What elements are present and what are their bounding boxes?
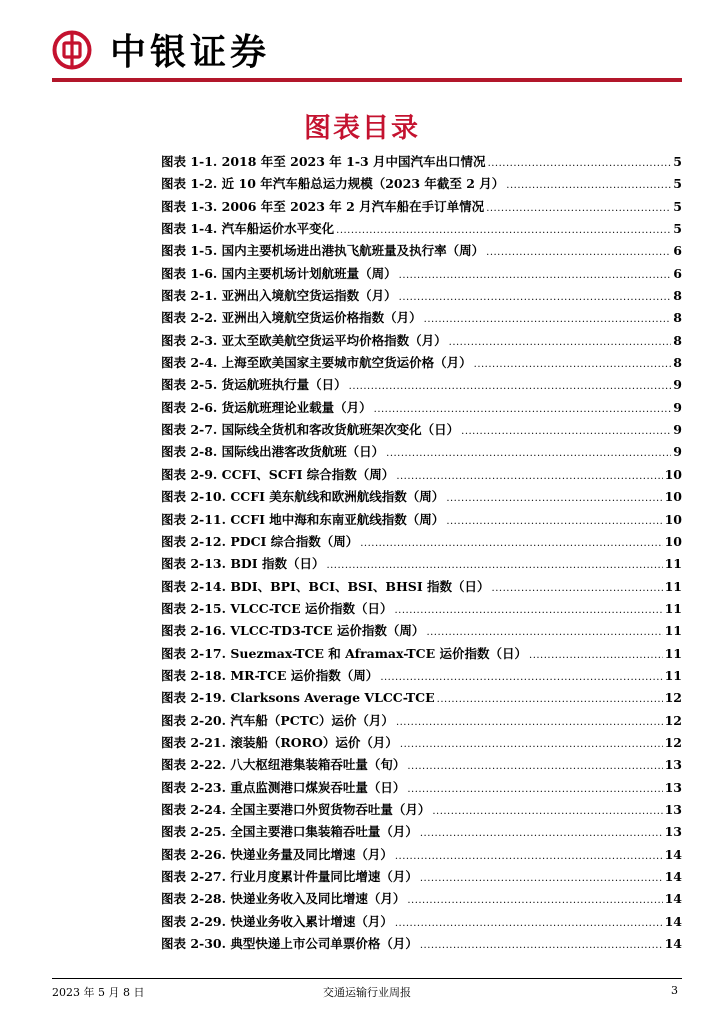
toc-entry[interactable]	[161, 465, 682, 487]
toc-entry-label: 图表 2-17. Suezmax-TCE 和 Aframax-TCE 运价指数（日）	[161, 645, 528, 661]
toc-entry-label: 图表 2-14. BDI、BPI、BCI、BSI、BHSI 指数（日）	[161, 578, 490, 594]
toc-leader-dots	[380, 672, 662, 683]
toc-leader-dots	[396, 717, 663, 728]
toc-entry-label: 图表 2-1. 亚洲出入境航空货运指数（月）	[161, 288, 397, 304]
toc-entry-page: 8	[673, 288, 682, 304]
toc-leader-dots	[420, 873, 663, 884]
toc-entry-label: 图表 2-27. 行业月度累计件量同比增速（月）	[161, 869, 418, 884]
toc-entry-page: 14	[664, 891, 682, 907]
toc-leader-dots	[326, 560, 662, 571]
toc-entry[interactable]	[161, 889, 682, 911]
toc-entry[interactable]	[161, 286, 682, 308]
toc-entry-page: 12	[664, 712, 682, 728]
toc-entry-label: 图表 2-16. VLCC-TD3-TCE 运价指数（周）	[161, 623, 425, 639]
toc-entry-label: 图表 2-4. 上海至欧美国家主要城市航空货运价格（月）	[161, 355, 472, 371]
toc-entry-label: 图表 1-1. 2018 年至 2023 年 1-3 月中国汽车出口情况	[161, 154, 486, 169]
toc-entry-page: 10	[664, 533, 682, 549]
toc-entry[interactable]	[161, 308, 682, 330]
toc-entry-page: 9	[673, 377, 682, 393]
toc-leader-dots	[407, 761, 662, 772]
toc-entry-page: 14	[664, 846, 682, 862]
toc-entry-label: 图表 1-2. 近 10 年汽车船总运力规模（2023 年截至 2 月）	[161, 176, 505, 192]
toc-entry-label: 图表 2-26. 快递业务量及同比增速（月）	[161, 846, 393, 862]
toc-entry[interactable]	[161, 934, 682, 956]
toc-entry-label: 图表 2-7. 国际线全货机和客改货航班架次变化（日）	[161, 422, 460, 438]
toc-leader-dots	[461, 426, 671, 437]
toc-entry-label: 图表 2-13. BDI 指数（日）	[161, 556, 325, 572]
toc-entry[interactable]	[161, 577, 682, 599]
toc-entry-page: 13	[664, 757, 682, 773]
toc-entry-label: 图表 2-12. PDCI 综合指数（周）	[161, 533, 359, 549]
toc-entry-label: 图表 2-3. 亚太至欧美航空货运平均价格指数（月）	[161, 332, 447, 348]
toc-leader-dots	[386, 448, 671, 459]
toc-leader-dots	[446, 516, 662, 527]
toc-entry[interactable]	[161, 822, 682, 844]
toc-entry-page: 5	[673, 198, 682, 214]
toc-leader-dots	[394, 605, 662, 616]
toc-entry-label: 图表 2-24. 全国主要港口外贸货物吞吐量（月）	[161, 801, 431, 817]
toc-leader-dots	[420, 940, 663, 951]
toc-entry[interactable]	[161, 711, 682, 733]
toc-leader-dots	[407, 784, 662, 795]
toc-entry[interactable]	[161, 219, 682, 241]
table-of-figures	[161, 152, 682, 956]
toc-leader-dots	[360, 538, 662, 549]
toc-entry-label: 图表 2-19. Clarksons Average VLCC-TCE	[161, 690, 435, 706]
toc-leader-dots	[396, 471, 662, 482]
toc-entry[interactable]	[161, 599, 682, 621]
toc-leader-dots	[529, 650, 663, 661]
toc-entry-page: 11	[664, 600, 682, 616]
page-footer	[52, 984, 682, 1000]
toc-leader-dots	[349, 381, 672, 392]
toc-entry-label: 图表 1-3. 2006 年至 2023 年 2 月汽车船在手订单情况	[161, 198, 485, 214]
toc-entry[interactable]	[161, 755, 682, 777]
toc-entry[interactable]	[161, 375, 682, 397]
toc-entry-label: 图表 2-30. 典型快递上市公司单票价格（月）	[161, 936, 418, 952]
toc-leader-dots	[488, 158, 672, 169]
toc-leader-dots	[399, 292, 672, 303]
toc-entry[interactable]	[161, 241, 682, 263]
toc-entry-label: 图表 2-9. CCFI、SCFI 综合指数（周）	[161, 466, 395, 482]
footer-report-type: 交通运输行业周报	[323, 986, 411, 999]
toc-leader-dots	[424, 314, 672, 325]
toc-leader-dots	[395, 918, 663, 929]
toc-entry-page: 14	[664, 936, 682, 952]
toc-entry[interactable]	[161, 621, 682, 643]
toc-leader-dots	[486, 247, 671, 258]
toc-entry[interactable]	[161, 800, 682, 822]
toc-entry-page: 13	[664, 824, 682, 840]
header-divider	[52, 78, 682, 82]
toc-entry[interactable]	[161, 845, 682, 867]
footer-date: 2023 年 5 月 8 日	[52, 986, 145, 999]
toc-entry-label: 图表 2-15. VLCC-TCE 运价指数（日）	[161, 600, 393, 616]
toc-entry-page: 9	[673, 399, 682, 415]
toc-entry-page: 11	[664, 623, 682, 639]
toc-entry-label: 图表 2-8. 国际线出港客改货航班（日）	[161, 444, 385, 460]
toc-entry-page: 5	[673, 221, 682, 237]
toc-entry-page: 12	[664, 734, 682, 750]
toc-entry-page: 11	[664, 645, 682, 661]
toc-entry[interactable]	[161, 398, 682, 420]
toc-entry-label: 图表 2-23. 重点监测港口煤炭吞吐量（日）	[161, 779, 406, 795]
toc-entry[interactable]	[161, 532, 682, 554]
toc-entry[interactable]	[161, 442, 682, 464]
toc-entry[interactable]	[161, 778, 682, 800]
toc-leader-dots	[446, 493, 662, 504]
toc-leader-dots	[336, 225, 671, 236]
toc-entry-page: 6	[673, 265, 682, 281]
toc-entry-label: 图表 2-25. 全国主要港口集装箱吞吐量（月）	[161, 824, 418, 840]
toc-entry-label: 图表 2-20. 汽车船（PCTC）运价（月）	[161, 712, 394, 728]
toc-leader-dots	[426, 627, 662, 638]
toc-entry-page: 8	[673, 310, 682, 326]
toc-entry-page: 12	[664, 690, 682, 706]
toc-entry[interactable]	[161, 197, 682, 219]
toc-entry[interactable]	[161, 152, 682, 174]
toc-entry[interactable]	[161, 644, 682, 666]
toc-leader-dots	[420, 828, 663, 839]
toc-entry-label: 图表 2-6. 货运航班理论业载量（月）	[161, 399, 372, 415]
toc-leader-dots	[399, 270, 672, 281]
toc-leader-dots	[486, 203, 671, 214]
brand-name: 中银证券	[110, 31, 271, 73]
toc-entry-label: 图表 1-5. 国内主要机场进出港执飞航班量及执行率（周）	[161, 243, 485, 259]
toc-leader-dots	[374, 404, 672, 415]
toc-entry-label: 图表 2-29. 快递业务收入累计增速（月）	[161, 913, 393, 929]
toc-entry[interactable]	[161, 331, 682, 353]
toc-entry-page: 11	[664, 667, 682, 683]
toc-entry-page: 11	[664, 556, 682, 572]
toc-leader-dots	[474, 359, 672, 370]
toc-entry-label: 图表 2-28. 快递业务收入及同比增速（月）	[161, 891, 406, 907]
toc-entry-page: 9	[673, 422, 682, 438]
toc-entry-page: 14	[664, 869, 682, 884]
toc-entry-page: 9	[673, 444, 682, 460]
toc-entry[interactable]	[161, 554, 682, 576]
toc-entry-page: 5	[673, 154, 682, 169]
toc-entry[interactable]	[161, 912, 682, 934]
toc-entry-page: 11	[664, 578, 682, 594]
page-header	[52, 20, 682, 80]
footer-divider	[52, 978, 682, 979]
toc-entry-label: 图表 1-4. 汽车船运价水平变化	[161, 221, 335, 237]
toc-entry[interactable]	[161, 688, 682, 710]
toc-leader-dots	[400, 739, 663, 750]
toc-entry-page: 10	[664, 466, 682, 482]
toc-entry[interactable]	[161, 420, 682, 442]
toc-entry[interactable]	[161, 487, 682, 509]
footer-page-number: 3	[671, 984, 678, 997]
toc-leader-dots	[506, 180, 671, 191]
toc-entry[interactable]	[161, 510, 682, 532]
toc-entry-page: 13	[664, 801, 682, 817]
toc-entry-page: 13	[664, 779, 682, 795]
toc-entry-page: 10	[664, 511, 682, 527]
toc-entry-label: 图表 2-5. 货运航班执行量（日）	[161, 377, 347, 393]
toc-entry-page: 8	[673, 332, 682, 348]
bank-of-china-logo-icon	[52, 30, 92, 70]
toc-entry-page: 5	[673, 176, 682, 192]
toc-entry[interactable]	[161, 174, 682, 196]
toc-entry-page: 6	[673, 243, 682, 259]
toc-entry-page: 14	[664, 913, 682, 929]
toc-leader-dots	[407, 895, 662, 906]
toc-entry[interactable]	[161, 666, 682, 688]
toc-leader-dots	[432, 806, 662, 817]
toc-leader-dots	[395, 851, 663, 862]
toc-entry[interactable]	[161, 867, 682, 889]
toc-entry-label: 图表 2-10. CCFI 美东航线和欧洲航线指数（周）	[161, 489, 445, 505]
toc-entry-label: 图表 2-2. 亚洲出入境航空货运价格指数（月）	[161, 310, 422, 326]
toc-entry-page: 10	[664, 489, 682, 505]
toc-entry-label: 图表 1-6. 国内主要机场计划航班量（周）	[161, 265, 397, 281]
toc-entry-page: 8	[673, 355, 682, 371]
toc-leader-dots	[492, 583, 663, 594]
toc-leader-dots	[437, 694, 663, 705]
toc-entry[interactable]	[161, 733, 682, 755]
toc-entry[interactable]	[161, 264, 682, 286]
toc-leader-dots	[449, 337, 672, 348]
toc-entry-label: 图表 2-21. 滚装船（RORO）运价（月）	[161, 734, 398, 750]
toc-entry-label: 图表 2-11. CCFI 地中海和东南亚航线指数（周）	[161, 511, 445, 527]
toc-entry-label: 图表 2-22. 八大枢纽港集装箱吞吐量（旬）	[161, 757, 406, 773]
toc-entry-label: 图表 2-18. MR-TCE 运价指数（周）	[161, 667, 379, 683]
toc-entry[interactable]	[161, 353, 682, 375]
page-title: 图表目录	[304, 113, 420, 144]
